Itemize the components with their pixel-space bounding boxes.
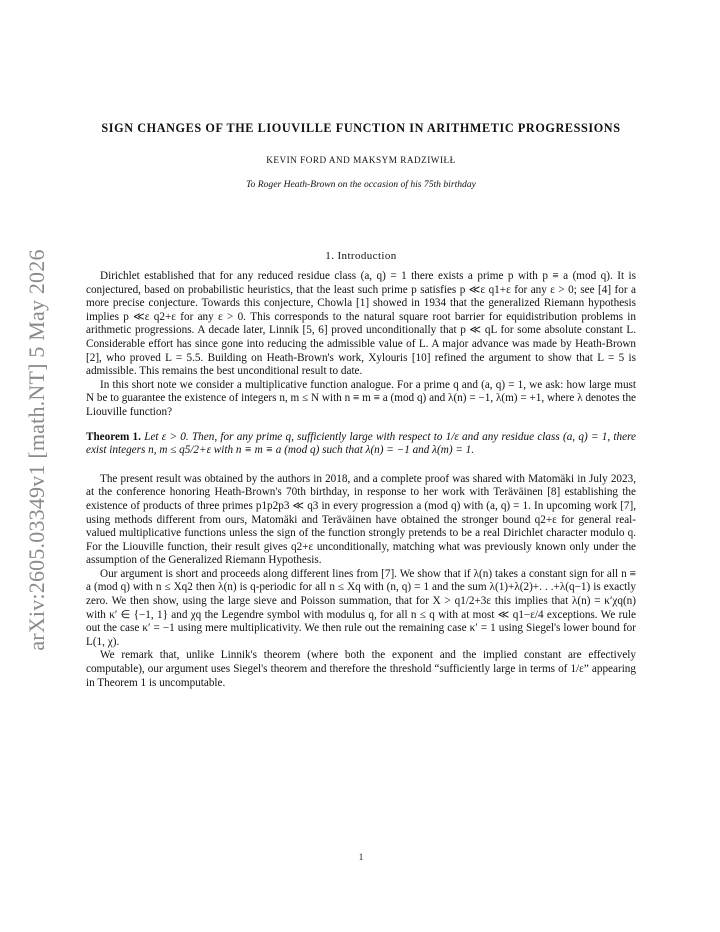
theorem-label: Theorem 1. <box>86 430 141 443</box>
theorem-1 <box>86 431 636 458</box>
paper-page <box>86 120 636 690</box>
paragraph-dirichlet: Dirichlet established that for any reduced residue class (a, q) = 1 there exists a prime p with p ≡ a (mod q). It is conjectured, based on probabilistic heuristics, that the least such prime p satisfies p ≪ε q1+ε for any ε > 0; see [4] for a more precise conjecture. Towards this conjecture, Chowla [1] showed in 1934 that the generalized Riemann hypothesis implies p ≪ε q2+ε for any ε > 0. This corresponds to the natural square root barrier for equidistribution problems in arithmetic progressions. A decade later, Linnik [5, 6] proved unconditionally that p ≪ qL for some absolute constant L. Considerable effort has since gone into reducing the admissible value of L. A major advance was made by Heath-Brown [2], who proved L = 5.5. Building on Heath-Brown's work, Xylouris [10] refined the argument to show that L = 5 is admissible. This remains the best unconditional result to date. <box>86 270 636 378</box>
paper-title: SIGN CHANGES OF THE LIOUVILLE FUNCTION IN ARITHMETIC PROGRESSIONS <box>101 121 621 135</box>
section-heading-introduction: 1. Introduction <box>325 250 397 262</box>
paper-authors: KEVIN FORD AND MAKSYM RADZIWIŁŁ <box>266 155 456 165</box>
theorem-statement: Let ε > 0. Then, for any prime q, sufficiently large with respect to 1/ε and any residue class (a, q) = 1, there exist integers n, m ≤ q5/2+ε with n ≡ m ≡ a (mod q) such that λ(n) = −1 and λ(m) = 1. <box>86 430 636 457</box>
paper-dedication: To Roger Heath-Brown on the occasion of his 75th birthday <box>246 179 476 190</box>
paragraph-remark: We remark that, unlike Linnik's theorem (where both the exponent and the implied constant are effectively computable), our argument uses Siegel's theorem and therefore the threshold “sufficiently large in terms of 1/ε” appearing in Theorem 1 is uncomputable. <box>86 649 636 689</box>
arxiv-identifier: arXiv:2605.03349v1 [math.NT] 5 May 2026 <box>24 249 49 651</box>
page-number: 1 <box>358 852 364 862</box>
paragraph-history: The present result was obtained by the authors in 2018, and a complete proof was shared with Matomäki in July 2023, at the conference honoring Heath-Brown's 70th birthday, in response to her work with Teräväinen [8] establishing the existence of products of three primes p1p2p3 ≪ q3 in every progression a (mod q) with (a, q) = 1. In upcoming work [7], using methods different from ours, Matomäki and Teräväinen have obtained the stronger bound q2+ε for general real-valued multiplicative functions unless the sign of the function strongly pretends to be a real Dirichlet character modulo q. For the Liouville function, their result gives q2+ε unconditionally, matching what was previously known only under the assumption of the Generalized Riemann Hypothesis. <box>86 472 636 567</box>
paragraph-argument: Our argument is short and proceeds along different lines from [7]. We show that if λ(n) takes a constant sign for all n ≡ a (mod q) with n ≤ Xq2 then λ(n) is q-periodic for all n ≤ Xq with (n, q) = 1 and the sum λ(1)+λ(2)+. . .+λ(q−1) is exactly zero. We then show, using the large sieve and Poisson summation, that for X > q1/2+3ε this implies that λ(n) = κ′χq(n) with κ′ ∈ {−1, 1} and χq the Legendre symbol with modulus q, for all n ≤ q with at most ≪ q1−ε/4 exceptions. We rule out the case κ′ = −1 using mere multiplicativity. We then rule out the remaining case κ′ = 1 using Siegel's lower bound for L(1, χ). <box>86 567 636 648</box>
paragraph-multiplicative-analogue: In this short note we consider a multiplicative function analogue. For a prime q and (a, q) = 1, we ask: how large must N be to guarantee the existence of integers n, m ≤ N with n ≡ m ≡ a (mod q) and λ(n) = −1, λ(m) = +1, where λ denotes the Liouville function? <box>86 378 636 418</box>
arxiv-sidebar-stamp <box>12 245 62 655</box>
